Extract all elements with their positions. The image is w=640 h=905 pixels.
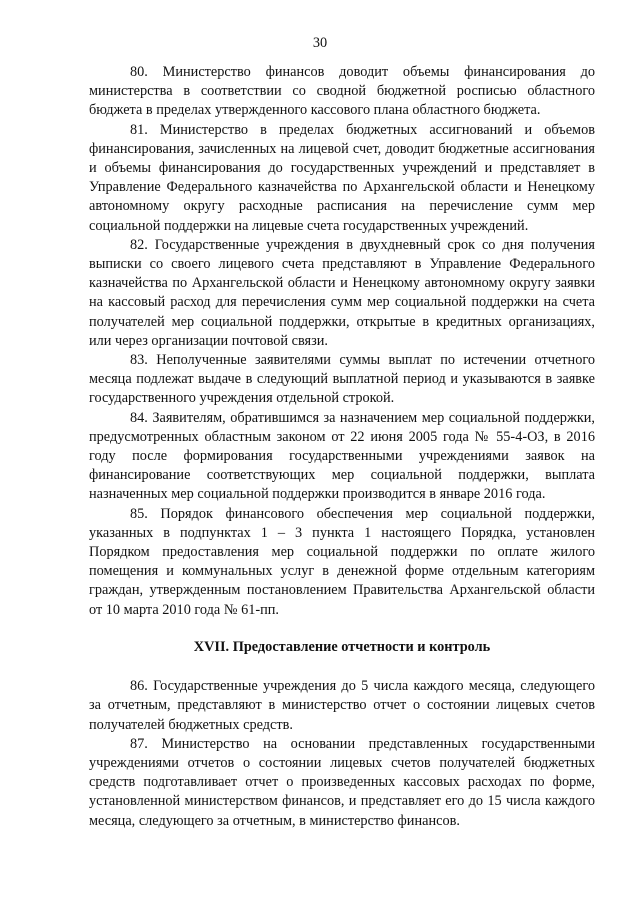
paragraph-81: 81. Министерство в пределах бюджетных ассигнований и объемов финансирования, зачисленных на лицевой счет, доводит бюджетные ассигнования и объемы финансирования до государственных учреждений и представляет в Управление Федерального казначейства по Архангельской области и Ненецкому автономному округу расходные расписания на перечисление сумм мер социальной поддержки на лицевые счета государственных учреждений.	[89, 121, 595, 234]
paragraph-80: 80. Министерство финансов доводит объемы финансирования до министерства в соответствии со сводной бюджетной росписью областного бюджета в пределах утвержденного кассового плана областного бюджета.	[89, 64, 595, 119]
paragraph-86: 86. Государственные учреждения до 5 числа каждого месяца, следующего за отчетным, представляют в министерство отчет о состоянии лицевых счетов получателей бюджетных средств.	[89, 678, 595, 733]
paragraph-85: 85. Порядок финансового обеспечения мер социальной поддержки, указанных в подпунктах 1 – 3 пункта 1 настоящего Порядка, установлен Порядком предоставления мер социальной поддержки по оплате жилого помещения и коммунальных услуг в денежной форме отдельным категориям граждан, утвержденным постановлением Правительства Архангельской области от 10 марта 2010 года № 61-пп.	[89, 505, 595, 618]
section-heading: XVII. Предоставление отчетности и контроль	[193, 638, 491, 655]
paragraph-84: 84. Заявителям, обратившимся за назначением мер социальной поддержки, предусмотренных областным законом от 22 июня 2005 года № 55-4-ОЗ, в 2016 году после формирования государственными учреждениями заявок на финансирование соответствующих мер социальной поддержки, выплата назначенных мер социальной поддержки производится в январе 2016 года.	[89, 409, 595, 503]
paragraph-83: 83. Неполученные заявителями суммы выплат по истечении отчетного месяца подлежат выдаче в следующий выплатной период и указываются в заявке государственного учреждения отдельной строкой.	[89, 352, 595, 407]
paragraph-82: 82. Государственные учреждения в двухдневный срок со дня получения выписки со своего лицевого счета представляют в Управление Федерального казначейства по Архангельской области и Ненецкому автономному округу заявки на кассовый расход для перечисления сумм мер социальной поддержки на счета получателей мер социальной поддержки, открытые в кредитных организациях, или через организации почтовой связи.	[89, 236, 595, 349]
paragraph-87: 87. Министерство на основании представленных государственными учреждениями отчетов о состоянии лицевых счетов получателей бюджетных средств подготавливает отчет о произведенных кассовых расходах по форме, установленной министерством финансов, и представляет его до 15 числа каждого месяца, следующего за отчетным, в министерство финансов.	[89, 735, 595, 829]
page-number: 30	[312, 35, 328, 51]
document-body	[89, 63, 595, 831]
